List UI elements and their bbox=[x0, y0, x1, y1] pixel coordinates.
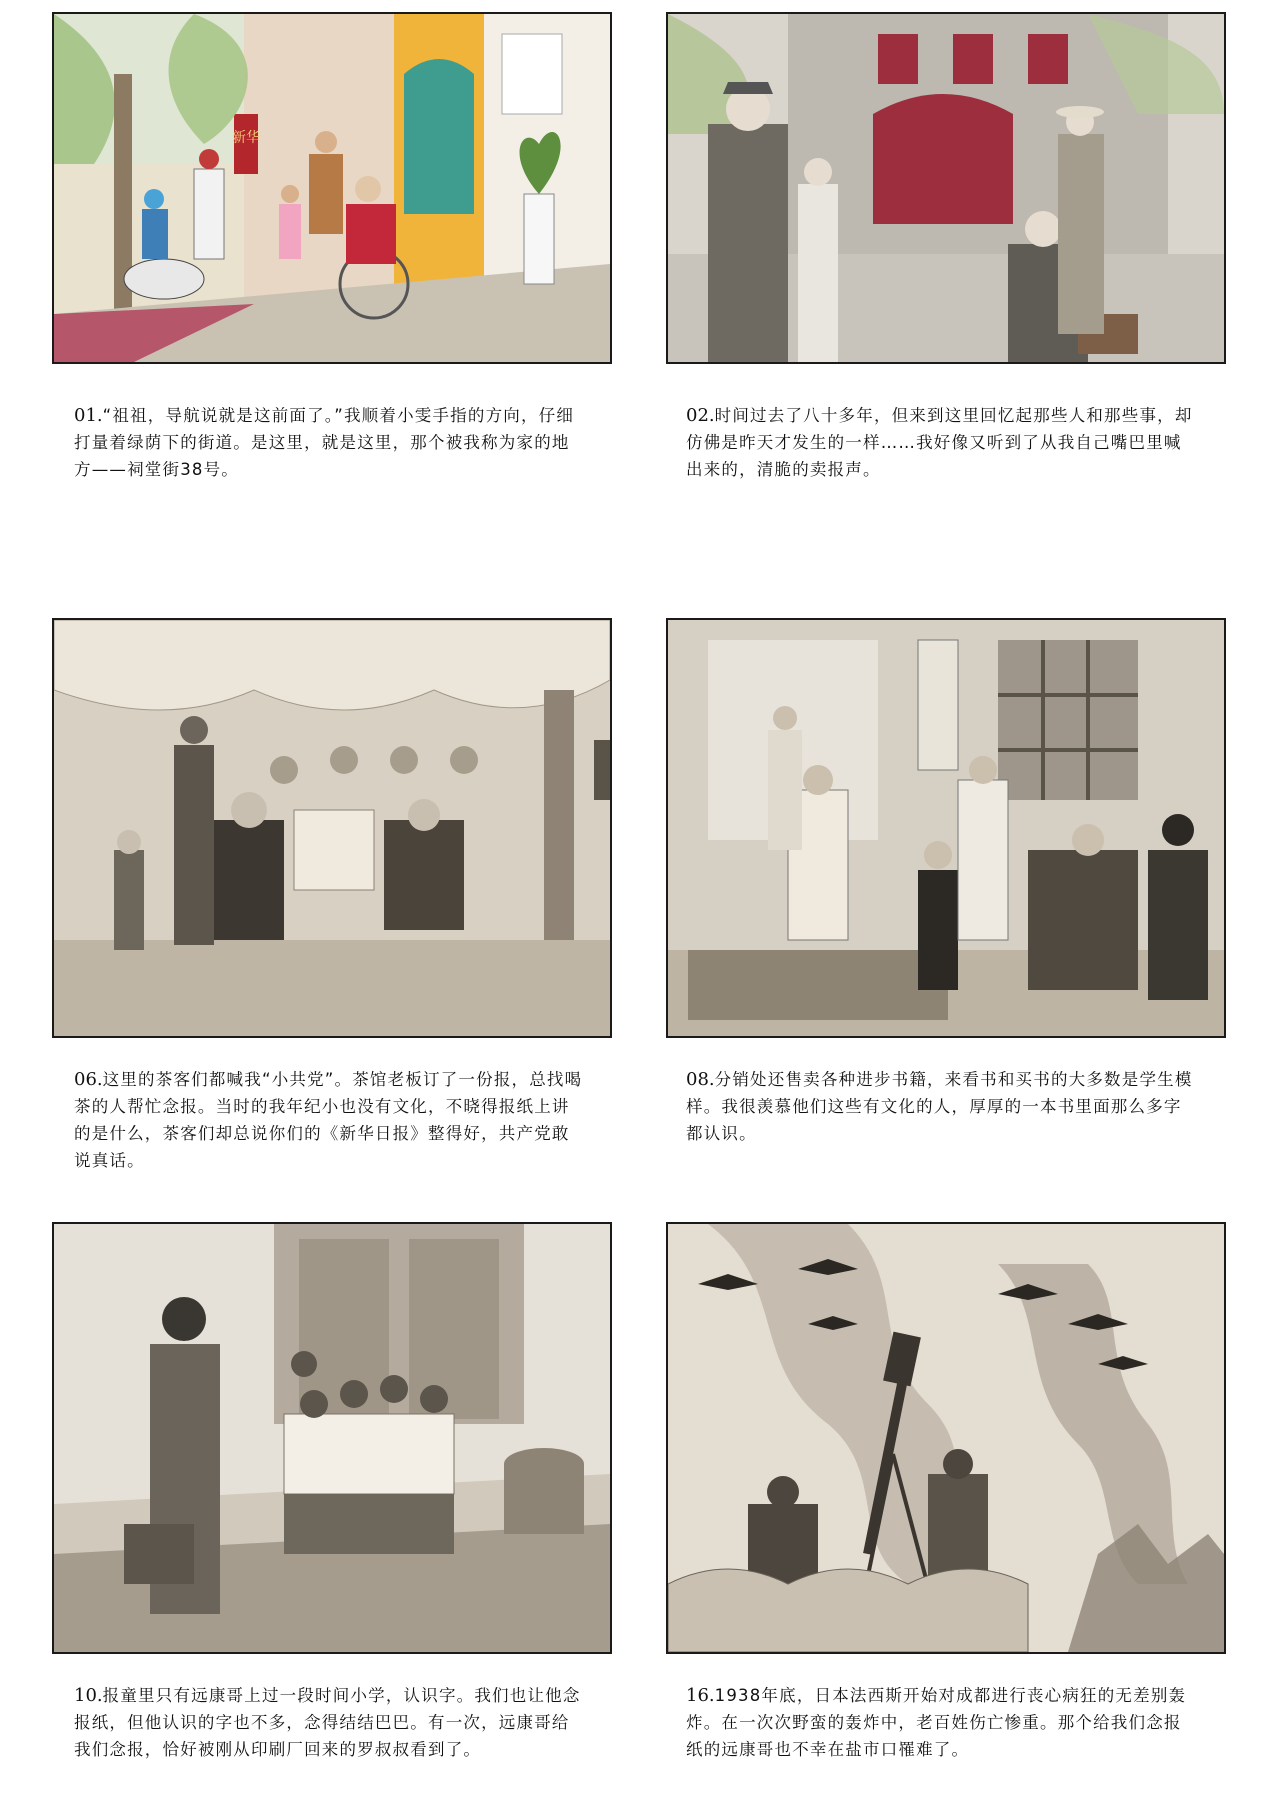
panel-number: 02. bbox=[686, 405, 715, 426]
panel-16-illustration bbox=[666, 1222, 1226, 1654]
panel-number: 06. bbox=[74, 1069, 103, 1090]
caption-text: 1938年底，日本法西斯开始对成都进行丧心病狂的无差别轰炸。在一次次野蛮的轰炸中，老百姓伤亡惨重。那个给我们念报纸的远康哥也不幸在盐市口罹难了。 bbox=[686, 1686, 1187, 1759]
panel-08-caption bbox=[686, 1066, 1198, 1147]
panel-08-illustration bbox=[666, 618, 1226, 1038]
panel-10-illustration bbox=[52, 1222, 612, 1654]
teahouse-scene bbox=[54, 620, 610, 1036]
caption-text: “祖祖，导航说就是这前面了。”我顺着小雯手指的方向，仔细打量着绿荫下的街道。是这里，就是这里，那个被我称为家的地方——祠堂街38号。 bbox=[74, 406, 575, 479]
air-raid-scene bbox=[668, 1224, 1224, 1652]
panel-02-illustration bbox=[666, 12, 1226, 364]
caption-text: 分销处还售卖各种进步书籍，来看书和买书的大多数是学生模样。我很羡慕他们这些有文化的人，厚厚的一本书里面那么多字都认识。 bbox=[686, 1070, 1193, 1143]
panel-01-caption bbox=[74, 402, 586, 483]
panel-06-illustration bbox=[52, 618, 612, 1038]
caption-text: 这里的茶客们都喊我“小共党”。茶馆老板订了一份报，总找喝茶的人帮忙念报。当时的我年纪小也没有文化，不晓得报纸上讲的是什么，茶客们却总说你们的《新华日报》整得好，共产党敢说真话。 bbox=[74, 1070, 583, 1170]
panel-number: 08. bbox=[686, 1069, 715, 1090]
panel-number: 10. bbox=[74, 1685, 103, 1706]
panel-06-caption bbox=[74, 1066, 586, 1174]
caption-text: 时间过去了八十多年，但来到这里回忆起那些人和那些事，却仿佛是昨天才发生的一样……我好像又听到了从我自己嘴巴里喊出来的，清脆的卖报声。 bbox=[686, 406, 1193, 479]
caption-text: 报童里只有远康哥上过一段时间小学，认识字。我们也让他念报纸，但他认识的字也不多，念得结结巴巴。有一次，远康哥给我们念报，恰好被刚从印刷厂回来的罗叔叔看到了。 bbox=[74, 1686, 581, 1759]
panel-10-caption bbox=[74, 1682, 586, 1763]
panel-number: 16. bbox=[686, 1685, 715, 1706]
street-scene-modern bbox=[54, 14, 610, 362]
panel-number: 01. bbox=[74, 405, 103, 426]
panel-01-illustration bbox=[52, 12, 612, 364]
panel-16-caption bbox=[686, 1682, 1198, 1763]
street-scene-1930s bbox=[668, 14, 1224, 362]
newspaper-reading-scene bbox=[54, 1224, 610, 1652]
shop-sign: 新华 bbox=[232, 130, 260, 146]
panel-02-caption bbox=[686, 402, 1198, 483]
bookstore-scene bbox=[668, 620, 1224, 1036]
